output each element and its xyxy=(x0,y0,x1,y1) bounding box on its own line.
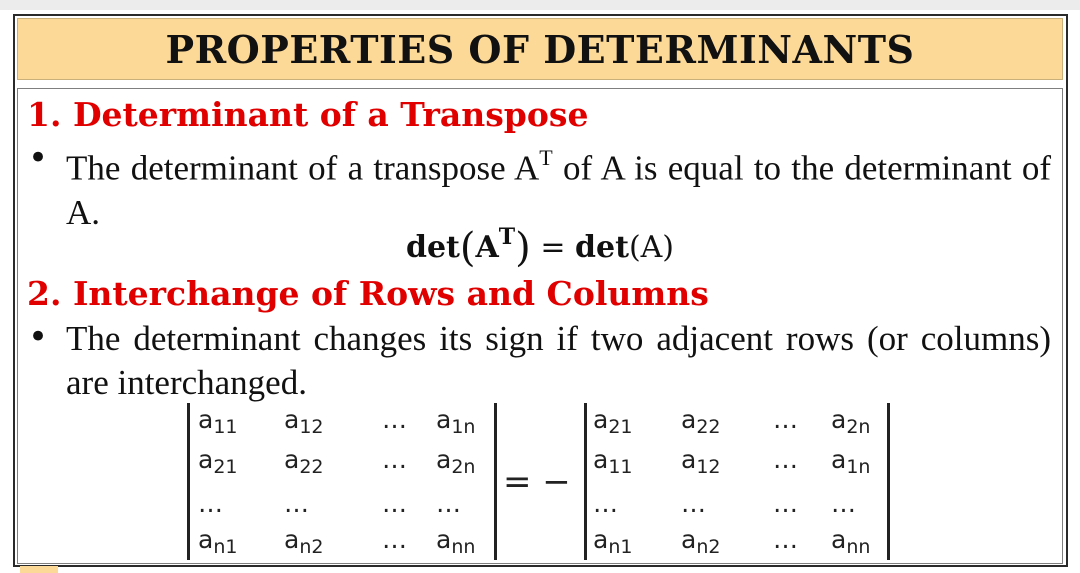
matrix-entry: … xyxy=(382,525,407,554)
open-paren: ( xyxy=(459,225,476,271)
corner-accent xyxy=(20,566,58,573)
matrix-entry: $a_{nn}$ xyxy=(436,525,476,558)
transpose-formula xyxy=(0,225,1080,271)
matrix-entry: … xyxy=(773,405,798,434)
matrix-entry: … xyxy=(382,489,407,518)
det-rhs: det xyxy=(575,230,629,265)
close-paren: ) xyxy=(515,225,531,271)
formula-lhs-arg: A xyxy=(475,230,499,265)
bullet-2: • xyxy=(28,317,49,357)
matrix-entry: $a_{22}$ xyxy=(681,405,721,438)
matrix-entry: $a_{21}$ xyxy=(198,445,238,478)
formula-rhs-arg: (A) xyxy=(628,230,675,265)
matrix-entry: … xyxy=(284,489,309,518)
superscript-t: T xyxy=(539,145,553,170)
det-lhs: det xyxy=(405,230,460,265)
matrix-entry: $a_{12}$ xyxy=(681,445,721,478)
matrix-entry: $a_{11}$ xyxy=(198,405,238,438)
matrix-entry: $a_{12}$ xyxy=(284,405,324,438)
matrix-entry: $a_{22}$ xyxy=(284,445,324,478)
equation-sign: = − xyxy=(503,462,571,502)
matrix-entry: $a_{1n}$ xyxy=(436,405,476,438)
matrix-entry: … xyxy=(681,489,706,518)
matrix-entry: $a_{n2}$ xyxy=(284,525,324,558)
matrix-entry: $a_{2n}$ xyxy=(831,405,871,438)
matrix-entry: … xyxy=(382,445,407,474)
matrix-entry: $a_{n2}$ xyxy=(681,525,721,558)
matrix-entry: … xyxy=(773,525,798,554)
section-1-text-before: The determinant of a transpose A xyxy=(66,148,540,188)
matrix-entry: $a_{2n}$ xyxy=(436,445,476,478)
matrix-entry: … xyxy=(831,489,856,518)
section-1-heading: 1. Determinant of a Transpose xyxy=(27,95,589,134)
matrix-entry: $a_{1n}$ xyxy=(831,445,871,478)
title-banner xyxy=(17,18,1063,80)
section-1-text-after: of A is equal to the determinant of A. xyxy=(66,148,1051,232)
matrix-entry: $a_{n1}$ xyxy=(593,525,633,558)
slide-title: PROPERTIES OF DETERMINANTS xyxy=(165,26,915,72)
matrix-entry: … xyxy=(773,489,798,518)
section-2-text: The determinant changes its sign if two adjacent rows (or columns) are interchanged. xyxy=(66,319,1051,402)
matrix-entry: … xyxy=(382,405,407,434)
formula-equals: = xyxy=(540,230,566,265)
matrix-entry: $a_{n1}$ xyxy=(198,525,238,558)
right-determinant xyxy=(584,403,890,560)
top-strip xyxy=(0,0,1080,10)
matrix-entry: $a_{nn}$ xyxy=(831,525,871,558)
matrix-entry: … xyxy=(198,489,223,518)
section-2-heading: 2. Interchange of Rows and Columns xyxy=(27,274,709,313)
section-1-text xyxy=(66,138,1051,235)
left-determinant xyxy=(187,403,497,560)
formula-lhs-sup: T xyxy=(498,224,516,250)
matrix-entry: $a_{21}$ xyxy=(593,405,633,438)
matrix-entry: … xyxy=(593,489,618,518)
bullet-1: • xyxy=(28,138,49,178)
matrix-entry: … xyxy=(773,445,798,474)
matrix-entry: … xyxy=(436,489,461,518)
matrix-entry: $a_{11}$ xyxy=(593,445,633,478)
